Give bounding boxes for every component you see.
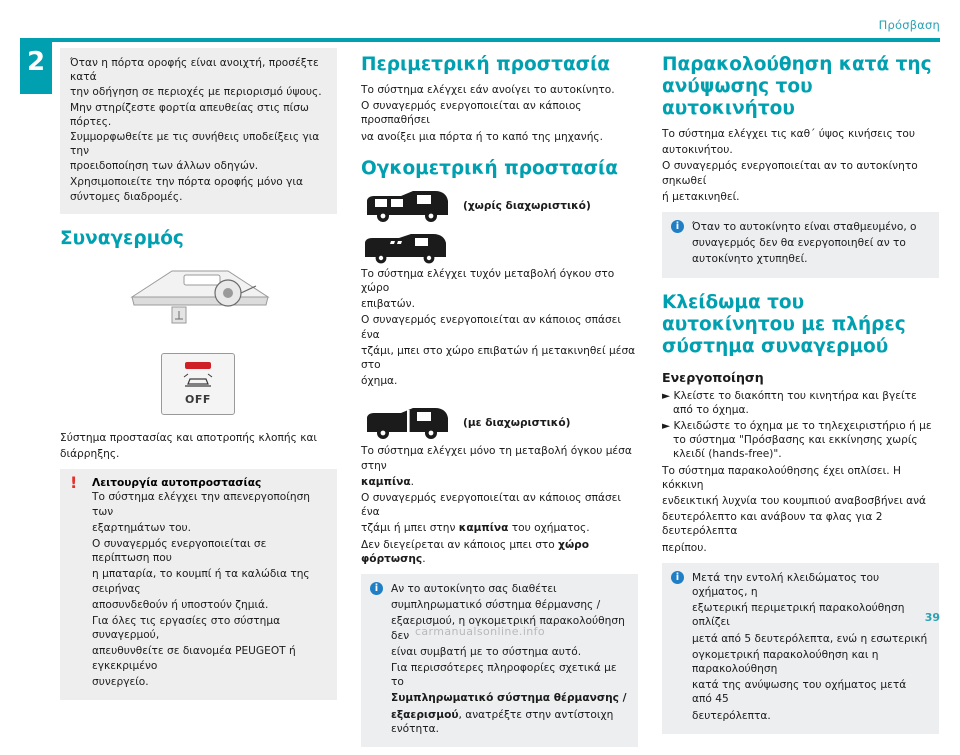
info-line <box>391 691 628 705</box>
info-line: μετά από 5 δευτερόλεπτα, ενώ η εσωτερική <box>692 632 928 645</box>
info-line: Για περισσότερες πληροφορίες σχετικά με το <box>391 662 617 689</box>
text-part: , ανατρέξτε στην αντίστοιχη ενότητα. <box>391 708 614 735</box>
van-rear-view-icon <box>361 231 453 265</box>
figure-caption: (με διαχωριστικό) <box>463 417 571 430</box>
info-box-arming-delay <box>662 563 939 734</box>
activation-step: ► Κλειδώστε το όχημα με το τηλεχειριστήριο ή με το σύστημα "Πρόσβασης και εκκίνησης χωρίς κλειδί (hands-free)". <box>662 420 932 461</box>
volumetric-line: Ο συναγερμός ενεργοποιείται αν κάποιος σπάσει ένα <box>361 314 621 341</box>
monitor-line: αυτοκινήτου. <box>662 144 733 157</box>
text-bold: Συμπληρωματικό σύστημα θέρμανσης / <box>391 692 627 705</box>
info-line: Όταν το αυτοκίνητο είναι σταθμευμένο, ο <box>692 221 917 234</box>
alarm-button[interactable] <box>161 353 235 415</box>
roof-door-note <box>60 48 337 214</box>
text-part: τζάμι ή μπει στην <box>361 522 459 535</box>
info-line: συμπληρωματικό σύστημα θέρμανσης / <box>391 599 601 612</box>
text-bold: χώρο φόρτωσης <box>361 538 590 565</box>
van-figure-without-partition <box>361 187 638 225</box>
volumetric-line: Το σύστημα ελέγχει τυχόν μεταβολή όγκου στο χώρο <box>361 267 615 295</box>
column-2 <box>361 48 638 755</box>
monitor-line: ή μετακινηθεί. <box>662 190 740 203</box>
info-line: κατά της ανύψωσης του οχήματος μετά από 45 <box>692 679 907 706</box>
warning-line: η μπαταρία, το κουμπί ή τα καλώδια της σειρήνας <box>92 568 310 595</box>
activation-line: Το σύστημα παρακολούθησης έχει οπλίσει. Η κόκκινη <box>662 464 901 491</box>
section-heading-alarm: Συναγερμός <box>60 228 184 250</box>
warning-line: Για όλες τις εργασίες στο σύστημα συναγερμού, <box>92 615 281 642</box>
van-side-view-icon <box>361 187 453 225</box>
watermark: carmanualsonline.info <box>414 625 546 638</box>
activation-line: δευτερόλεπτο και ανάβουν τα φλας για 2 δευτερόλεπτα <box>662 511 883 538</box>
alarm-sensor-diagram <box>60 257 337 353</box>
column-1 <box>60 48 337 755</box>
note-line: προειδοποίηση των άλλων οδηγών. <box>70 160 259 173</box>
activation-line: ενδεικτική λυχνία του κουμπιού αναβοσβήνει ανά <box>662 495 927 508</box>
activation-step: ► Κλείστε το διακόπτη του κινητήρα και βγείτε από το όχημα. <box>662 389 917 416</box>
note-line: Χρησιμοποιείτε την πόρτα οροφής μόνο για <box>70 175 303 188</box>
car-alarm-icon <box>183 373 213 389</box>
warning-icon: ! <box>70 473 78 493</box>
info-line: δευτερόλεπτα. <box>692 709 771 722</box>
perimeter-line: Το σύστημα ελέγχει εάν ανοίγει το αυτοκίνητο. <box>361 84 615 96</box>
warning-line: εξαρτημάτων του. <box>92 521 192 534</box>
van-figure-with-partition <box>361 404 638 442</box>
info-box-heating <box>361 574 638 747</box>
alarm-led-icon <box>185 362 211 369</box>
van-partition-icon <box>361 404 453 442</box>
monitor-line: Ο συναγερμός ενεργοποιείται αν το αυτοκίνητο σηκωθεί <box>662 160 918 187</box>
volumetric-line: όχημα. <box>361 375 398 388</box>
info-box-parked <box>662 212 939 278</box>
info-line: αυτοκίνητο χτυπηθεί. <box>692 253 808 266</box>
breadcrumb: Πρόσβαση <box>878 18 940 32</box>
with-partition-line <box>361 538 638 566</box>
note-line: Όταν η πόρτα οροφής είναι ανοιχτή, προσέξτε κατά <box>70 57 319 84</box>
alarm-illustration <box>60 257 337 427</box>
text-part: . <box>422 552 426 565</box>
note-line: την οδήγηση σε περιοχές με περιορισμό ύψους. <box>70 86 322 99</box>
text-bold: καμπίνα <box>361 475 411 488</box>
note-line: Συμμορφωθείτε με τις συνήθεις υποδείξεις για την <box>70 131 320 158</box>
with-partition-line <box>361 444 638 472</box>
note-line: σύντομες διαδρομές. <box>70 190 183 203</box>
warning-line: Ο συναγερμός ενεργοποιείται σε περίπτωση που <box>92 538 267 565</box>
info-icon: i <box>671 220 684 233</box>
text-part: Δεν διεγείρεται αν κάποιος μπει στο <box>361 538 559 551</box>
info-line: Μετά την εντολή κλειδώματος του οχήματος, η <box>692 571 880 599</box>
warning-title: Λειτουργία αυτοπροστασίας <box>92 477 262 490</box>
info-icon: i <box>370 582 383 595</box>
warning-line: απευθυνθείτε σε διανομέα PEUGEOT ή εγκεκριμένο <box>92 645 296 672</box>
chapter-number: 2 <box>20 38 52 94</box>
info-line: είναι συμβατή με το σύστημα αυτό. <box>391 645 582 658</box>
note-line: Μην στηρίζεστε φορτία απευθείας στις πίσω πόρτες. <box>70 101 309 128</box>
perimeter-line: Ο συναγερμός ενεργοποιείται αν κάποιος προσπαθήσει <box>361 100 582 127</box>
van-figure-rear <box>361 231 638 265</box>
section-heading-lift-monitoring: Παρακολούθηση κατά της ανύψωσης του αυτοκινήτου <box>662 54 932 119</box>
warning-line: συνεργείο. <box>92 675 149 688</box>
info-icon: i <box>671 571 684 584</box>
info-line: συναγερμός δεν θα ενεργοποιηθεί αν το <box>692 237 906 250</box>
info-line: εξωτερική περιμετρική παρακολούθηση οπλίζει <box>692 602 905 629</box>
volumetric-line: επιβατών. <box>361 298 415 311</box>
warning-line: Το σύστημα ελέγχει την απενεργοποίηση των <box>92 491 311 518</box>
alarm-intro-line: διάρρηξης. <box>60 448 120 461</box>
warning-box-self-protection <box>60 469 337 700</box>
warning-line: αποσυνδεθούν ή υποστούν ζημιά. <box>92 598 269 611</box>
alarm-off-label: OFF <box>185 393 211 407</box>
section-heading-perimeter: Περιμετρική προστασία <box>361 54 610 75</box>
info-line: εξαερισμού, η ογκομετρική παρακολούθηση δεν <box>391 615 625 642</box>
with-partition-line: Ο συναγερμός ενεργοποιείται αν κάποιος σπάσει ένα <box>361 492 621 519</box>
text-part: του οχήματος. <box>508 522 590 535</box>
monitor-line: Το σύστημα ελέγχει τις καθ΄ ύψος κινήσεις του <box>662 128 916 140</box>
text-bold: εξαερισμού <box>391 708 459 721</box>
page-number: 39 <box>924 611 940 624</box>
volumetric-line: τζάμι, μπει στο χώρο επιβατών ή μετακινηθεί μέσα στο <box>361 344 636 372</box>
text-bold: καμπίνα <box>458 522 509 535</box>
page-columns <box>60 48 940 755</box>
info-line: ογκομετρική παρακολούθηση και η παρακολούθηση <box>692 648 879 676</box>
column-3 <box>662 48 939 755</box>
section-heading-locking: Κλείδωμα του αυτοκίνητου με πλήρες σύστημα συναγερμού <box>662 291 906 357</box>
perimeter-line: να ανοίξει μια πόρτα ή το καπό της μηχανής. <box>361 130 604 143</box>
figure-caption: (χωρίς διαχωριστικό) <box>463 199 591 212</box>
section-heading-volumetric: Ογκομετρική προστασία <box>361 157 618 179</box>
text-part: . <box>410 475 414 488</box>
subheading-activation: Ενεργοποίηση <box>662 369 764 385</box>
with-partition-line <box>361 521 638 535</box>
text-part: Το σύστημα ελέγχει μόνο τη μεταβολή όγκου μέσα στην <box>361 445 632 472</box>
activation-line: περίπου. <box>662 541 707 554</box>
info-line: Αν το αυτοκίνητο σας διαθέτει <box>391 583 557 596</box>
info-line <box>391 708 628 736</box>
header-divider <box>52 38 940 42</box>
with-partition-line <box>361 475 638 489</box>
alarm-intro-line: Σύστημα προστασίας και αποτροπής κλοπής και <box>60 432 318 445</box>
